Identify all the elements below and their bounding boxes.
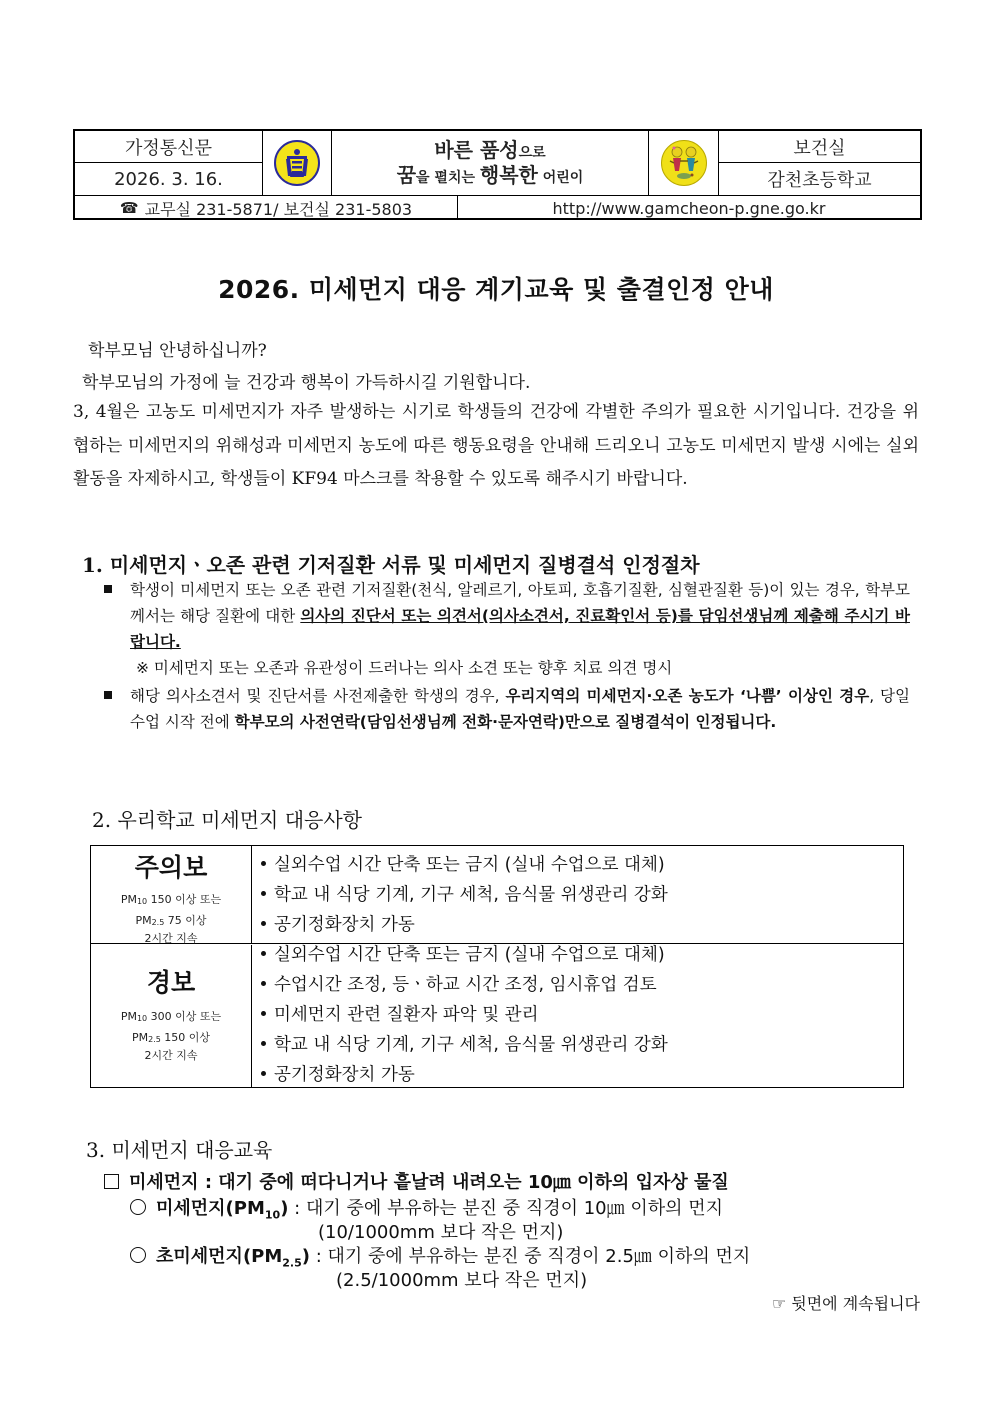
school-website-link[interactable]: http://www.gamcheon-p.gne.go.kr — [552, 198, 826, 218]
bullet-dot-icon — [261, 1011, 266, 1016]
phone-icon: ☎ — [119, 199, 139, 217]
level-criteria: $PM_{10}$ 300 이상 또는 $PM_{2.5}$ 150 이상 2시간 지속 — [120, 1010, 222, 1062]
issue-date: 2026. 3. 16. — [114, 168, 223, 190]
section1-bullet-2: 해당 의사소견서 및 진단서를 사전제출한 학생의 경우, 우리지역의 미세먼지·오존 농도가 ‘나쁨’ 이상인 경우, 당일 수업 시작 전에 학부모의 사전연락(담임선생님께 전화·문자연락)만으로 질병결석이 인정됩니다. — [104, 683, 910, 735]
contact-phones: ☎ 교무실 231-5871/ 보건실 231-5803 — [119, 199, 413, 219]
list-item: 학교 내 식당 기계, 기구 세척, 음식물 위생관리 강화 — [261, 1030, 668, 1060]
pm10-size-note: (10/1000mm 보다 작은 먼지) — [318, 1222, 564, 1243]
pm25-definition: 초미세먼지$(PM_{2.5})$ : 대기 중에 부유하는 분진 중 직경이 2.5㎛ 이하의 먼지 — [130, 1242, 750, 1270]
square-bullet-icon — [104, 691, 112, 699]
level-name: 주의보 — [134, 853, 208, 882]
section2-heading: 2. 우리학교 미세먼지 대응사항 — [92, 808, 362, 832]
doc-type: 가정통신문 — [125, 137, 212, 159]
bullet-dot-icon — [261, 951, 266, 956]
table-row-advisory — [91, 846, 903, 944]
action-list — [261, 850, 668, 940]
list-item: 실외수업 시간 단축 또는 금지 (실내 수업으로 대체) — [261, 850, 668, 880]
children-emblem-icon — [661, 140, 707, 186]
section3-heading: 3. 미세먼지 대응교육 — [86, 1138, 273, 1162]
bullet-dot-icon — [261, 1071, 266, 1076]
school-name: 감천초등학교 — [767, 170, 872, 191]
fine-dust-definition: 미세먼지 : 대기 중에 떠다니거나 흩날려 내려오는 10㎛ 이하의 입자상 물질 — [104, 1168, 729, 1194]
school-emblem-icon — [274, 140, 320, 186]
wish: 학부모님의 가정에 늘 건강과 행복이 가득하시길 기원합니다. — [82, 373, 531, 393]
checkbox-square-icon — [104, 1174, 119, 1189]
list-item: 수업시간 조정, 등ㆍ하교 시간 조정, 임시휴업 검토 — [261, 970, 668, 1000]
bullet-dot-icon — [261, 1041, 266, 1046]
level-name: 경보 — [146, 968, 196, 997]
section1-heading: 1. 미세먼지ㆍ오존 관련 기저질환 서류 및 미세먼지 질병결석 인정절차 — [82, 553, 700, 577]
circle-bullet-icon — [130, 1199, 146, 1215]
square-bullet-icon — [104, 585, 112, 593]
school-motto: 바른 품성으로 꿈을 펼치는 행복한 어린이 — [396, 137, 584, 187]
list-item: 공기정화장치 가동 — [261, 1060, 668, 1090]
section1-note: ※ 미세먼지 또는 오존과 유관성이 드러나는 의사 소견 또는 향후 치료 의견 명시 — [136, 659, 673, 677]
greeting: 학부모님 안녕하십니까? — [88, 341, 267, 361]
list-item: 공기정화장치 가동 — [261, 910, 668, 940]
action-list — [261, 940, 668, 1090]
bullet-dot-icon — [261, 981, 266, 986]
pointing-hand-icon: ☞ — [771, 1294, 787, 1313]
continued-on-back: ☞ 뒷면에 계속됩니다 — [771, 1294, 920, 1313]
response-table — [90, 845, 904, 1088]
page-title: 2026. 미세먼지 대응 계기교육 및 출결인정 안내 — [218, 275, 774, 304]
list-item: 실외수업 시간 단축 또는 금지 (실내 수업으로 대체) — [261, 940, 668, 970]
list-item: 학교 내 식당 기계, 기구 세척, 음식물 위생관리 강화 — [261, 880, 668, 910]
table-row-warning — [91, 945, 903, 1087]
list-item: 미세먼지 관련 질환자 파악 및 관리 — [261, 1000, 668, 1030]
department: 보건실 — [793, 137, 846, 159]
circle-bullet-icon — [130, 1247, 146, 1263]
level-criteria: $PM_{10}$ 150 이상 또는 $PM_{2.5}$ 75 이상 2시간 지속 — [120, 893, 222, 945]
letterhead-table — [73, 129, 922, 220]
bullet-dot-icon — [261, 861, 266, 866]
bullet-dot-icon — [261, 921, 266, 926]
pm10-definition: 미세먼지$(PM_{10})$ : 대기 중에 부유하는 분진 중 직경이 10㎛ 이하의 먼지 — [130, 1194, 723, 1222]
bullet-dot-icon — [261, 891, 266, 896]
pm25-size-note: (2.5/1000mm 보다 작은 먼지) — [336, 1270, 588, 1291]
section1-bullet-1: 학생이 미세먼지 또는 오존 관련 기저질환(천식, 알레르기, 아토피, 호흡기질환, 심혈관질환 등)이 있는 경우, 학부모께서는 해당 질환에 대한 의사의 진단서 또는 의견서(의사소견서, 진료확인서 등)를 담임선생님께 제출해 주시기 바랍니다. — [104, 577, 910, 655]
intro-paragraph: 3, 4월은 고농도 미세먼지가 자주 발생하는 시기로 학생들의 건강에 각별한 주의가 필요한 시기입니다. 건강을 위협하는 미세먼지의 위해성과 미세먼지 농도에 따른 행동요령을 안내해 드리오니 고농도 미세먼지 발생 시에는 실외활동을 자제하시고, 학생들이 KF94 마스크를 착용할 수 있도록 해주시기 바랍니다. — [73, 402, 919, 489]
